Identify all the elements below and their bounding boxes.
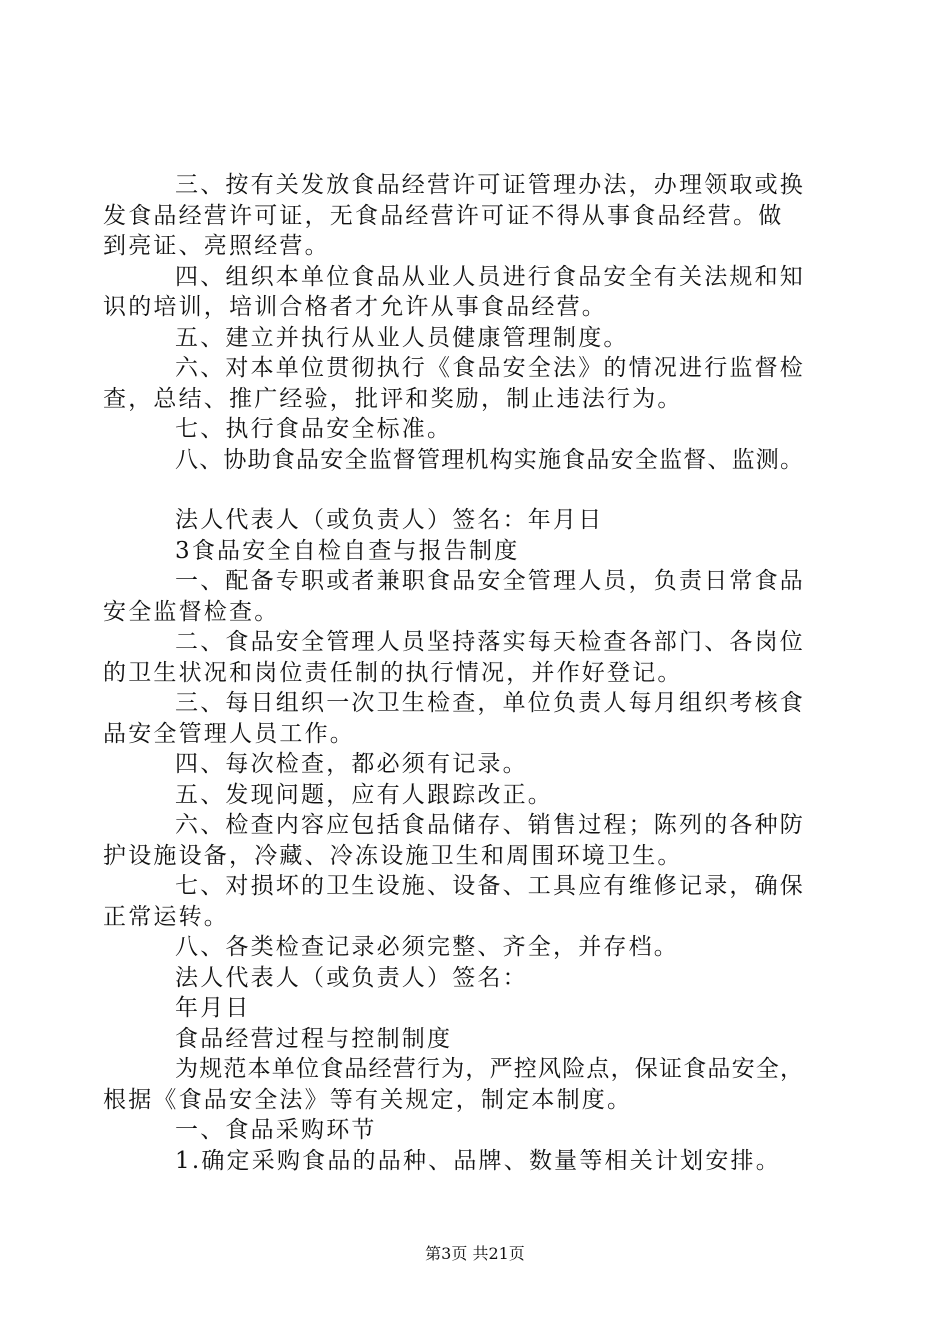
paragraph-line: 八、各类检查记录必须完整、齐全，并存档。 [175, 934, 679, 960]
paragraph-line: 二、食品安全管理人员坚持落实每天检查各部门、各岗位 [175, 629, 805, 655]
paragraph-line: 的卫生状况和岗位责任制的执行情况，并作好登记。 [103, 659, 683, 686]
subsection-title: 一、食品采购环节 [175, 1117, 377, 1143]
paragraph-line: 八、协助食品安全监督管理机构实施食品安全监督、监测。 [175, 446, 805, 473]
paragraph-line: 品安全管理人员工作。 [103, 720, 355, 747]
signature-line: 法人代表人（或负责人）签名：年月日 [175, 507, 604, 533]
paragraph-line: 安全监督检查。 [103, 598, 280, 625]
paragraph-line: 识的培训，培训合格者才允许从事食品经营。 [103, 294, 607, 320]
paragraph-line: 根据《食品安全法》等有关规定，制定本制度。 [103, 1086, 633, 1113]
paragraph-line: 一、配备专职或者兼职食品安全管理人员，负责日常食品 [175, 568, 805, 594]
page-footer: 第3页 共21页 [425, 1244, 525, 1263]
paragraph-line: 三、按有关发放食品经营许可证管理办法，办理领取或换 [175, 172, 805, 198]
date-line: 年月日 [175, 995, 251, 1021]
section-title: 3食品安全自检自查与报告制度 [175, 537, 520, 564]
paragraph-line: 六、检查内容应包括食品储存、销售过程；陈列的各种防 [175, 812, 805, 838]
paragraph-line: 五、建立并执行从业人员健康管理制度。 [175, 324, 629, 351]
signature-line: 法人代表人（或负责人）签名： [175, 964, 528, 991]
paragraph-line: 发食品经营许可证，无食品经营许可证不得从事食品经营。做 [103, 202, 784, 229]
paragraph-line: 到亮证、亮照经营。 [103, 233, 330, 259]
paragraph-line: 为规范本单位食品经营行为，严控风险点，保证食品安全， [175, 1056, 805, 1082]
paragraph-line: 查，总结、推广经验，批评和奖励，制止违法行为。 [103, 385, 683, 412]
paragraph-line: 护设施设备，冷藏、冷冻设施卫生和周围环境卫生。 [103, 842, 683, 869]
paragraph-line: 三、每日组织一次卫生检查，单位负责人每月组织考核食 [175, 690, 805, 716]
paragraph-line: 四、组织本单位食品从业人员进行食品安全有关法规和知 [175, 263, 805, 290]
document-body [103, 170, 863, 1176]
paragraph-line: 六、对本单位贯彻执行《食品安全法》的情况进行监督检 [175, 355, 805, 381]
paragraph-line: 五、发现问题，应有人跟踪改正。 [175, 781, 553, 808]
paragraph-line: 七、执行食品安全标准。 [175, 416, 453, 442]
paragraph-line: 七、对损坏的卫生设施、设备、工具应有维修记录，确保 [175, 873, 805, 899]
paragraph-gap [103, 475, 863, 505]
paragraph-line: 1.确定采购食品的品种、品牌、数量等相关计划安排。 [175, 1147, 781, 1174]
paragraph-line: 四、每次检查，都必须有记录。 [175, 751, 528, 777]
paragraph-line: 正常运转。 [103, 903, 229, 930]
section-title: 食品经营过程与控制制度 [175, 1025, 453, 1052]
